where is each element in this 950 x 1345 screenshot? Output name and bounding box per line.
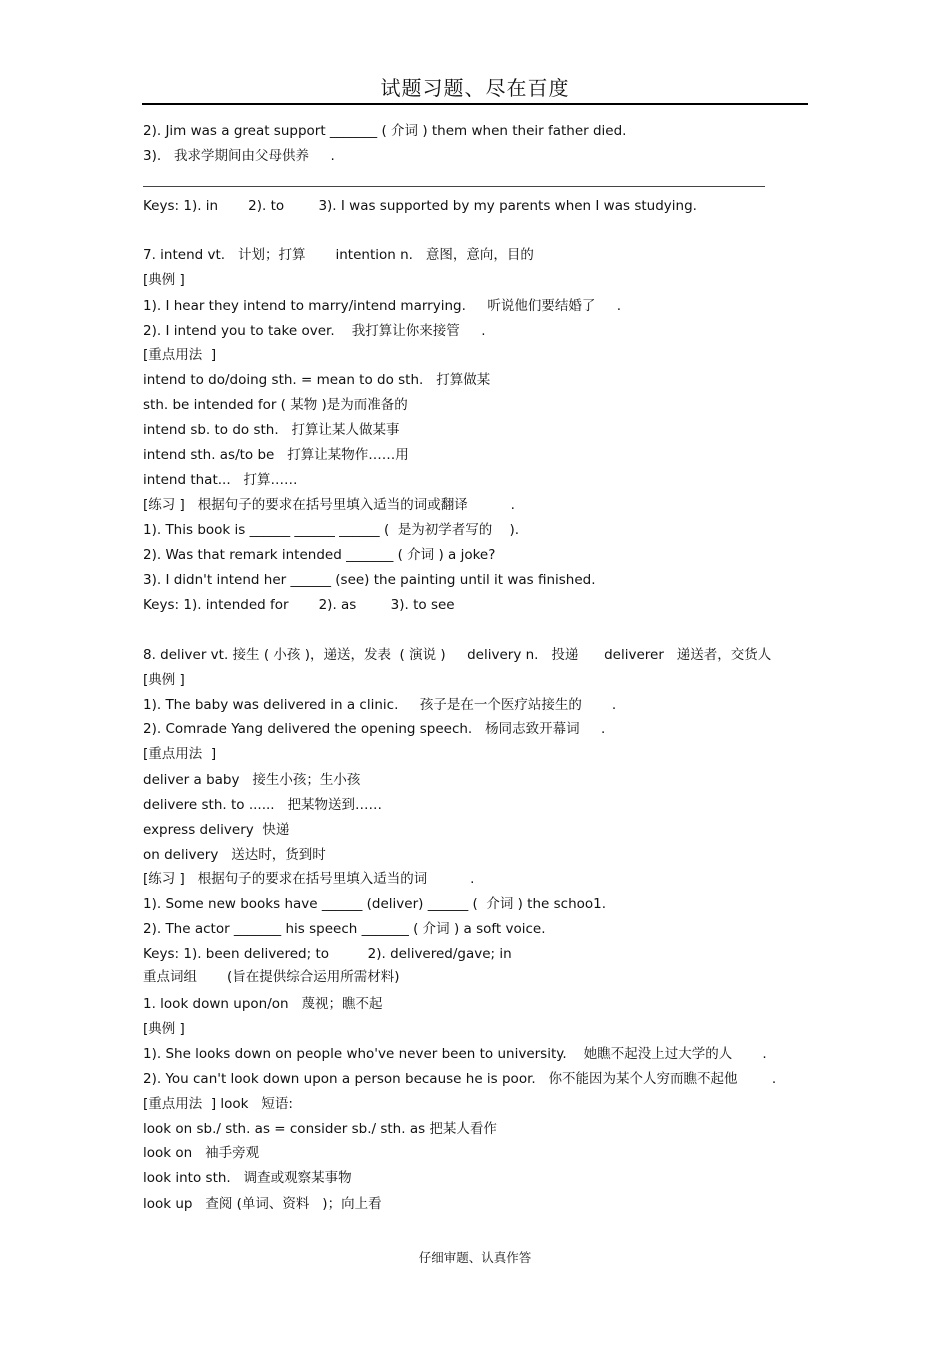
text-line: on delivery 送达时，货到时 bbox=[143, 847, 326, 863]
text-line: intend sb. to do sth. 打算让某人做某事 bbox=[143, 422, 400, 438]
text-line: delivere sth. to ...... 把某物送到…… bbox=[143, 797, 382, 813]
text-line: 1). She looks down on people who've never been to university. 她瞧不起没上过大学的人 . bbox=[143, 1046, 767, 1062]
text-line: look into sth. 调查或观察某事物 bbox=[143, 1170, 352, 1186]
text-line: intend sth. as/to be 打算让某物作……用 bbox=[143, 447, 409, 463]
text-line: 1). I hear they intend to marry/intend marrying. 听说他们要结婚了 . bbox=[143, 298, 622, 314]
section-heading: 7. intend vt. 计划；打算 intention n. 意图，意向，目的 bbox=[143, 247, 534, 263]
text-line: deliver a baby 接生小孩；生小孩 bbox=[143, 772, 361, 788]
text-line: look on 袖手旁观 bbox=[143, 1145, 260, 1161]
text-line: [重点用法 ] bbox=[143, 347, 217, 363]
text-line: 1). The baby was delivered in a clinic. 孩子是在一个医疗站接生的 . bbox=[143, 697, 617, 713]
text-line: intend to do/doing sth. = mean to do sth. 打算做某 bbox=[143, 372, 491, 388]
text-line: [练习 ] 根据句子的要求在括号里填入适当的词 . bbox=[143, 871, 475, 887]
text-line: 2). Comrade Yang delivered the opening speech. 杨同志致开幕词 . bbox=[143, 721, 606, 737]
answer-keys: Keys: 1). been delivered; to 2). delivered/gave; in bbox=[143, 946, 512, 962]
page-header bbox=[142, 70, 808, 105]
text-line: 2). I intend you to take over. 我打算让你来接管 . bbox=[143, 323, 486, 339]
answer-keys: Keys: 1). intended for 2). as 3). to see bbox=[143, 597, 455, 613]
answer-underline bbox=[143, 186, 765, 187]
section-heading: 8. deliver vt. 接生 ( 小孩 )，递送，发表 ( 演说 ) delivery n. 投递 deliverer 递送者，交货人 bbox=[143, 647, 772, 663]
text-line: [典例 ] bbox=[143, 672, 185, 688]
text-line: 3). I didn't intend her ______ (see) the painting until it was finished. bbox=[143, 572, 596, 588]
text-line: 1). This book is ______ ______ ______ ( 是为初学者写的 ). bbox=[143, 522, 520, 538]
text-line: intend that... 打算…… bbox=[143, 472, 298, 488]
text-line: 3). 我求学期间由父母供养 . bbox=[143, 148, 335, 164]
text-line: [重点用法 ] bbox=[143, 746, 217, 762]
text-line: 2). You can't look down upon a person because he is poor. 你不能因为某个人穷而瞧不起他 . bbox=[143, 1071, 777, 1087]
text-line: 1). Some new books have ______ (deliver) ______ ( 介词 ) the schoo1. bbox=[143, 896, 607, 912]
page-footer: 仔细审题、认真作答 bbox=[418, 1250, 532, 1265]
answer-keys: Keys: 1). in 2). to 3). I was supported by my parents when I was studying. bbox=[143, 198, 697, 214]
text-line: [练习 ] 根据句子的要求在括号里填入适当的词或翻译 . bbox=[143, 497, 515, 513]
text-line: look on sb./ sth. as = consider sb./ sth. as 把某人看作 bbox=[143, 1121, 497, 1137]
text-line: look up 查阅 (单词、资料 )；向上看 bbox=[143, 1196, 382, 1212]
text-line: [典例 ] bbox=[143, 272, 185, 288]
section-heading: 重点词组 (旨在提供综合运用所需材料) bbox=[143, 969, 400, 985]
text-line: express delivery 快递 bbox=[143, 822, 290, 838]
text-line: 2). The actor _______ his speech _______ ( 介词 ) a soft voice. bbox=[143, 921, 546, 937]
text-line: [重点用法 ] look 短语: bbox=[143, 1096, 293, 1112]
text-line: 2). Was that remark intended _______ ( 介词 ) a joke? bbox=[143, 547, 496, 563]
text-line: 1. look down upon/on 蔑视；瞧不起 bbox=[143, 996, 383, 1012]
text-line: sth. be intended for ( 某物 )是为而准备的 bbox=[143, 397, 408, 413]
page-title: 试题习题、尽在百度 bbox=[380, 76, 570, 100]
text-line: [典例 ] bbox=[143, 1021, 185, 1037]
text-line: 2). Jim was a great support _______ ( 介词 ) them when their father died. bbox=[143, 123, 627, 139]
